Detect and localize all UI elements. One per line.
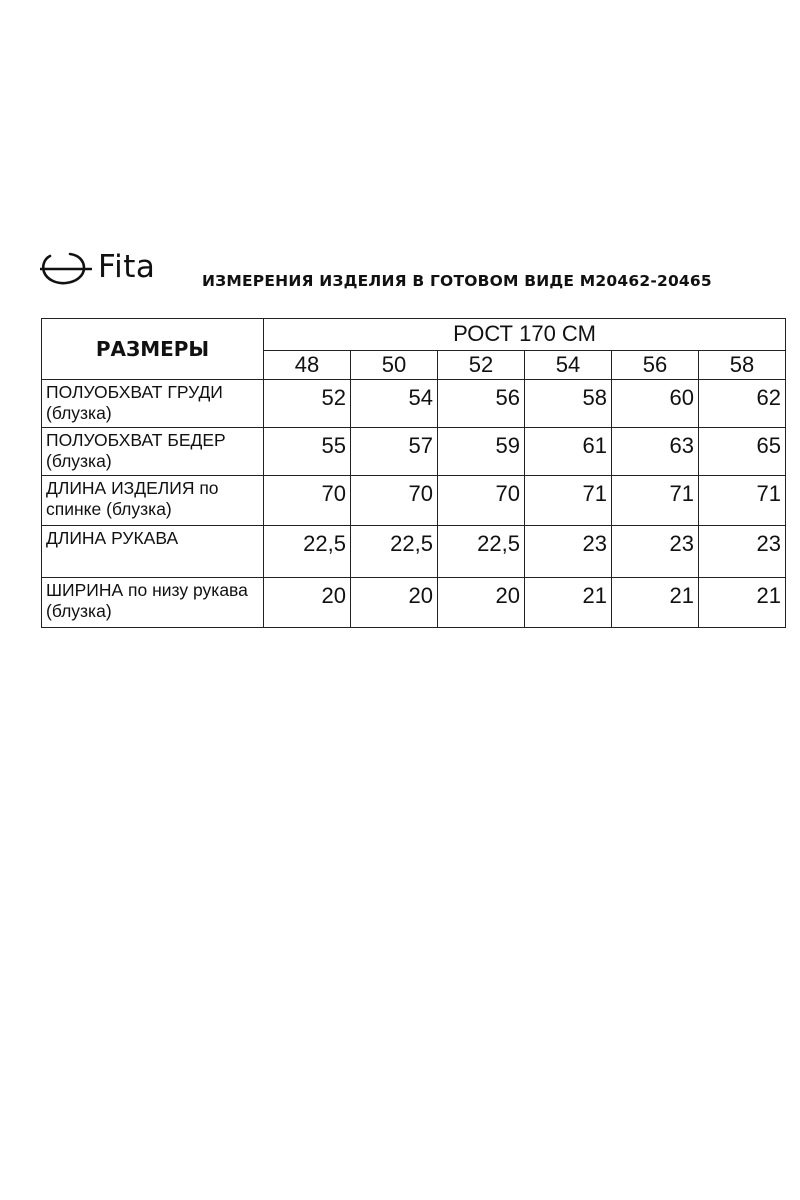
document-header bbox=[40, 244, 780, 290]
value-cell: 21 bbox=[525, 578, 612, 628]
value-cell: 56 bbox=[438, 380, 525, 428]
value-cell: 70 bbox=[264, 476, 351, 526]
value-cell: 54 bbox=[351, 380, 438, 428]
table-row bbox=[42, 380, 786, 428]
table-row bbox=[42, 526, 786, 578]
value-cell: 20 bbox=[264, 578, 351, 628]
value-cell: 22,5 bbox=[264, 526, 351, 578]
table-row bbox=[42, 428, 786, 476]
size-header-cell: 54 bbox=[525, 350, 612, 379]
value-cell: 21 bbox=[612, 578, 699, 628]
value-cell: 55 bbox=[264, 428, 351, 476]
value-cell: 71 bbox=[525, 476, 612, 526]
row-label: ДЛИНА РУКАВА bbox=[42, 526, 264, 578]
row-label: ПОЛУОБХВАТ БЕДЕР (блузка) bbox=[42, 428, 264, 476]
value-cell: 60 bbox=[612, 380, 699, 428]
table-header-row bbox=[42, 319, 786, 351]
value-cell: 23 bbox=[525, 526, 612, 578]
value-cell: 70 bbox=[438, 476, 525, 526]
value-cell: 23 bbox=[699, 526, 786, 578]
table-row bbox=[42, 476, 786, 526]
value-cell: 71 bbox=[612, 476, 699, 526]
brand-logo bbox=[40, 244, 155, 290]
value-cell: 65 bbox=[699, 428, 786, 476]
size-header-cell: 48 bbox=[264, 350, 351, 379]
value-cell: 70 bbox=[351, 476, 438, 526]
value-cell: 59 bbox=[438, 428, 525, 476]
size-header-cell: 52 bbox=[438, 350, 525, 379]
sizes-header: РАЗМЕРЫ bbox=[42, 319, 264, 380]
value-cell: 71 bbox=[699, 476, 786, 526]
value-cell: 63 bbox=[612, 428, 699, 476]
value-cell: 58 bbox=[525, 380, 612, 428]
size-chart-table bbox=[41, 318, 786, 628]
value-cell: 21 bbox=[699, 578, 786, 628]
logo-text: Fita bbox=[98, 249, 156, 285]
row-label: ДЛИНА ИЗДЕЛИЯ по спинке (блузка) bbox=[42, 476, 264, 526]
fita-logo-icon bbox=[40, 247, 92, 287]
value-cell: 22,5 bbox=[438, 526, 525, 578]
value-cell: 61 bbox=[525, 428, 612, 476]
value-cell: 20 bbox=[438, 578, 525, 628]
row-label: ПОЛУОБХВАТ ГРУДИ (блузка) bbox=[42, 380, 264, 428]
value-cell: 52 bbox=[264, 380, 351, 428]
height-header: РОСТ 170 СМ bbox=[264, 319, 786, 351]
size-header-cell: 58 bbox=[699, 350, 786, 379]
size-header-cell: 56 bbox=[612, 350, 699, 379]
table-row bbox=[42, 578, 786, 628]
value-cell: 20 bbox=[351, 578, 438, 628]
row-label: ШИРИНА по низу рукава (блузка) bbox=[42, 578, 264, 628]
size-header-cell: 50 bbox=[351, 350, 438, 379]
value-cell: 62 bbox=[699, 380, 786, 428]
value-cell: 57 bbox=[351, 428, 438, 476]
document-title: ИЗМЕРЕНИЯ ИЗДЕЛИЯ В ГОТОВОМ ВИДЕ М20462-20465 bbox=[202, 272, 712, 290]
value-cell: 22,5 bbox=[351, 526, 438, 578]
value-cell: 23 bbox=[612, 526, 699, 578]
